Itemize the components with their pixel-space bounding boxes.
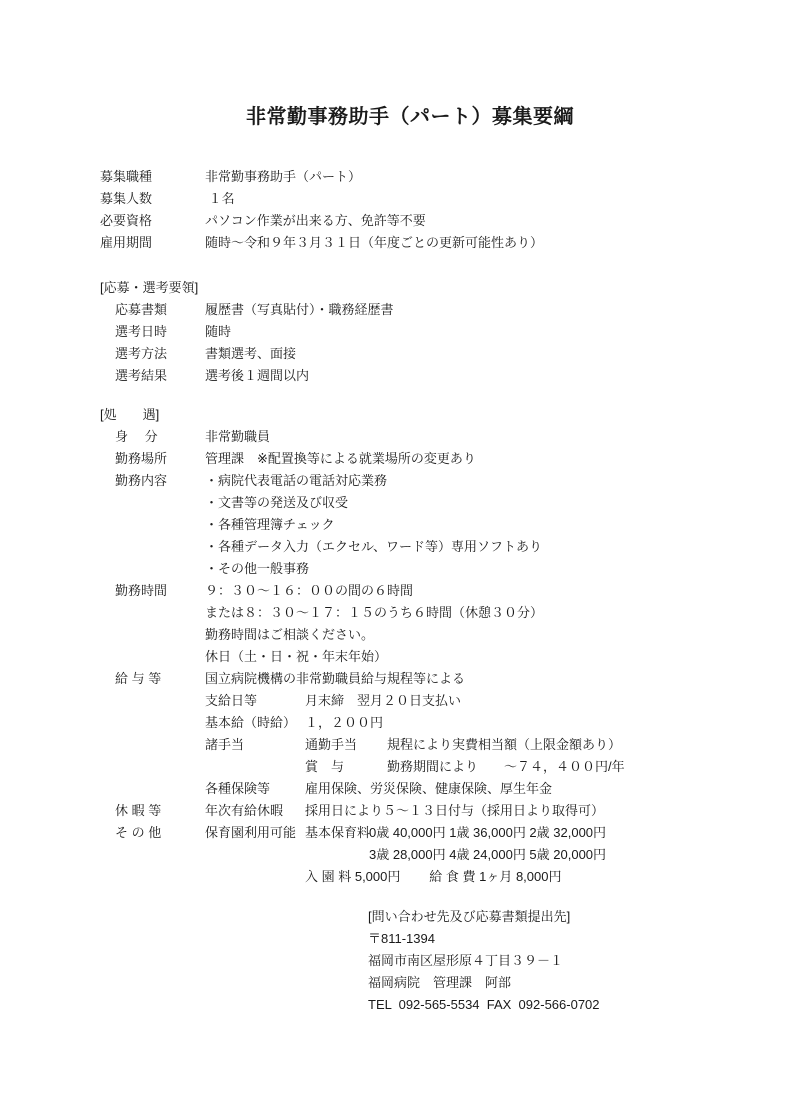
field-label: 応募書類 xyxy=(115,302,168,317)
childcare-fee-label: 基本保育料 xyxy=(305,825,371,840)
sub-label: 諸手当 xyxy=(205,737,245,752)
spacer xyxy=(205,866,305,888)
field-value: または８：３０～１７：１５のうち６時間（休憩３０分） xyxy=(205,605,544,620)
field-value: ９：３０～１６：００の間の６時間 xyxy=(205,583,414,598)
application-section xyxy=(0,299,394,387)
contact-heading: [問い合わせ先及び応募書類提出先] xyxy=(368,909,571,924)
sub-label: 基本給（時給） xyxy=(205,715,297,730)
conditions-row xyxy=(0,580,625,602)
allowance-label: 通勤手当 xyxy=(305,737,358,752)
overview-row xyxy=(0,210,543,232)
spacer xyxy=(115,514,205,536)
conditions-row xyxy=(0,470,625,492)
sub-label: 年次有給休暇 xyxy=(205,803,284,818)
sub-label: 保育園利用可能 xyxy=(205,825,297,840)
field-label: 雇用期間 xyxy=(100,235,153,250)
field-value: 非常勤職員 xyxy=(205,429,271,444)
spacer xyxy=(115,624,205,646)
sub-value: １，２００円 xyxy=(305,715,384,730)
conditions-section-heading: [処 遇] xyxy=(100,407,160,422)
field-label: そ の 他 xyxy=(115,825,162,840)
field-value: ・各種データ入力（エクセル、ワード等）専用ソフトあり xyxy=(205,539,542,554)
spacer xyxy=(205,756,305,778)
field-label: 勤務場所 xyxy=(115,451,168,466)
spacer xyxy=(305,844,369,866)
field-value: ・その他一般事務 xyxy=(205,561,310,576)
conditions-row xyxy=(0,602,625,624)
conditions-row xyxy=(0,866,625,888)
spacer xyxy=(115,536,205,558)
field-label: 休 暇 等 xyxy=(115,803,162,818)
conditions-row xyxy=(0,734,625,756)
field-label: 必要資格 xyxy=(100,213,153,228)
sub-value: 採用日により５～１３日付与（採用日より取得可） xyxy=(305,803,605,818)
field-value: ・文書等の発送及び収受 xyxy=(205,495,349,510)
field-value: １名 xyxy=(205,191,235,206)
field-value: パソコン作業が出来る方、免許等不要 xyxy=(205,213,426,228)
application-section-heading: [応募・選考要領] xyxy=(100,280,199,295)
conditions-row xyxy=(0,822,625,844)
overview-section xyxy=(0,166,543,254)
sub-label: 支給日等 xyxy=(205,693,258,708)
conditions-row xyxy=(0,426,625,448)
field-label: 勤務内容 xyxy=(115,473,168,488)
field-label: 給 与 等 xyxy=(115,671,162,686)
conditions-row xyxy=(0,536,625,558)
contact-section xyxy=(368,906,600,1016)
field-value: 書類選考、面接 xyxy=(205,346,297,361)
page-title: 非常勤事務助手（パート）募集要綱 xyxy=(246,106,574,128)
application-row xyxy=(0,299,394,321)
conditions-row xyxy=(0,492,625,514)
field-value: 随時～令和９年３月３１日（年度ごとの更新可能性あり） xyxy=(205,235,544,250)
field-value: 休日（土・日・祝・年末年始） xyxy=(205,649,388,664)
field-label: 身 分 xyxy=(115,429,158,444)
conditions-row xyxy=(0,514,625,536)
field-label: 勤務時間 xyxy=(115,583,168,598)
field-label: 選考結果 xyxy=(115,368,168,383)
contact-department: 福岡病院 管理課 阿部 xyxy=(368,975,512,990)
application-row xyxy=(0,343,394,365)
sub-label: 各種保険等 xyxy=(205,781,271,796)
conditions-row xyxy=(0,448,625,470)
spacer xyxy=(115,712,205,734)
conditions-row xyxy=(0,668,625,690)
application-row xyxy=(0,321,394,343)
field-value: 非常勤事務助手（パート） xyxy=(205,169,362,184)
contact-address: 福岡市南区屋形原４丁目３９－１ xyxy=(368,953,564,968)
conditions-row xyxy=(0,624,625,646)
overview-row xyxy=(0,166,543,188)
application-row xyxy=(0,365,394,387)
spacer xyxy=(115,866,205,888)
spacer xyxy=(115,844,205,866)
overview-row xyxy=(0,232,543,254)
field-value: 勤務時間はご相談ください。 xyxy=(205,627,375,642)
contact-tel-fax: TEL 092-565-5534 FAX 092-566-0702 xyxy=(368,997,600,1012)
spacer xyxy=(115,646,205,668)
spacer xyxy=(115,602,205,624)
contact-postal-code: 〒811-1394 xyxy=(368,931,435,946)
conditions-row xyxy=(0,690,625,712)
childcare-fee-value: 3歳 28,000円 4歳 24,000円 5歳 20,000円 xyxy=(369,847,607,862)
spacer xyxy=(115,690,205,712)
childcare-fee-value: 0歳 40,000円 1歳 36,000円 2歳 32,000円 xyxy=(369,825,607,840)
conditions-row xyxy=(0,800,625,822)
conditions-row xyxy=(0,778,625,800)
sub-value: 雇用保険、労災保険、健康保険、厚生年金 xyxy=(305,781,553,796)
allowance-value: 規程により実費相当額（上限金額あり） xyxy=(387,737,622,752)
conditions-row xyxy=(0,844,625,866)
field-value: 選考後１週間以内 xyxy=(205,368,310,383)
field-label: 募集職種 xyxy=(100,169,153,184)
spacer xyxy=(115,492,205,514)
sub-value: 月末締 翌月２０日支払い xyxy=(305,693,462,708)
field-value: ・病院代表電話の電話対応業務 xyxy=(205,473,388,488)
conditions-row xyxy=(0,558,625,580)
conditions-row xyxy=(0,646,625,668)
field-label: 募集人数 xyxy=(100,191,153,206)
field-value: 随時 xyxy=(205,324,232,339)
conditions-row xyxy=(0,712,625,734)
spacer xyxy=(115,734,205,756)
conditions-section xyxy=(0,426,625,888)
allowance-label: 賞 与 xyxy=(305,759,345,774)
childcare-fee-value: 入 園 料 5,000円 給 食 費 1ヶ月 8,000円 xyxy=(305,869,562,884)
spacer xyxy=(115,756,205,778)
field-value: 管理課 ※配置換等による就業場所の変更あり xyxy=(205,451,476,466)
overview-row xyxy=(0,188,543,210)
field-label: 選考日時 xyxy=(115,324,168,339)
field-label: 選考方法 xyxy=(115,346,168,361)
spacer xyxy=(115,778,205,800)
spacer xyxy=(205,844,305,866)
field-value: 国立病院機構の非常勤職員給与規程等による xyxy=(205,671,466,686)
spacer xyxy=(115,558,205,580)
field-value: 履歴書（写真貼付）・職務経歴書 xyxy=(205,302,394,317)
field-value: ・各種管理簿チェック xyxy=(205,517,335,532)
allowance-value: 勤務期間により ～７４，４００円/年 xyxy=(387,759,625,774)
conditions-row xyxy=(0,756,625,778)
